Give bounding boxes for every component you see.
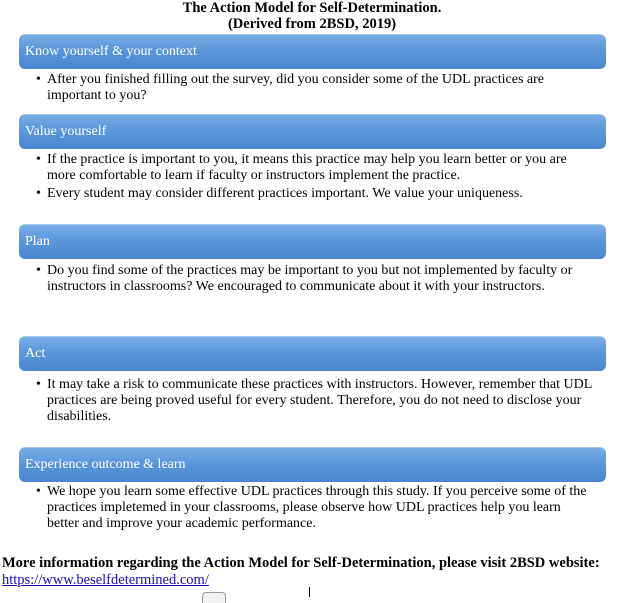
- section-header-value-yourself: Value yourself: [19, 114, 606, 149]
- list-item: • After you finished filling out the survey, did you consider some of the UDL practices are important to you?: [36, 72, 596, 104]
- section-list-experience-outcome: [36, 484, 596, 534]
- section-header-experience-outcome: Experience outcome & learn: [19, 447, 606, 482]
- document-title: The Action Model for Self-Determination.: [182, 0, 442, 16]
- section-list-plan: [36, 263, 596, 297]
- section-header-plan: Plan: [19, 224, 606, 259]
- section-list-value-yourself: [36, 152, 596, 204]
- partial-image-icon: [202, 592, 226, 603]
- 2bsd-website-link[interactable]: https://www.beselfdetermined.com/: [2, 572, 209, 588]
- footer-note: More information regarding the Action Model for Self-Determination, please visit 2BSD website:: [2, 555, 600, 571]
- text-cursor: [309, 587, 310, 597]
- list-item: • We hope you learn some effective UDL practices through this study. If you perceive some of the practices impletemed in your classrooms, please observe how UDL practices help you learn better and improve your academic performance.: [36, 484, 596, 532]
- section-list-act: [36, 377, 596, 427]
- list-item: • Every student may consider different practices important. We value your uniqueness.: [36, 186, 596, 202]
- document-subtitle: (Derived from 2BSD, 2019): [227, 16, 397, 32]
- section-header-know-yourself: Know yourself & your context: [19, 34, 606, 69]
- section-list-know-yourself: [36, 72, 596, 106]
- section-header-act: Act: [19, 336, 606, 371]
- list-item: • If the practice is important to you, it means this practice may help you learn better or you are more comfortable to learn if faculty or instructors implement the practice.: [36, 152, 596, 184]
- list-item: • Do you find some of the practices may be important to you but not implemented by faculty or instructors in classrooms? We encouraged to communicate about it with your instructors.: [36, 263, 596, 295]
- list-item: • It may take a risk to communicate these practices with instructors. However, remember that UDL practices are being proved useful for every student. Therefore, you do not need to disclose your disabilities.: [36, 377, 596, 425]
